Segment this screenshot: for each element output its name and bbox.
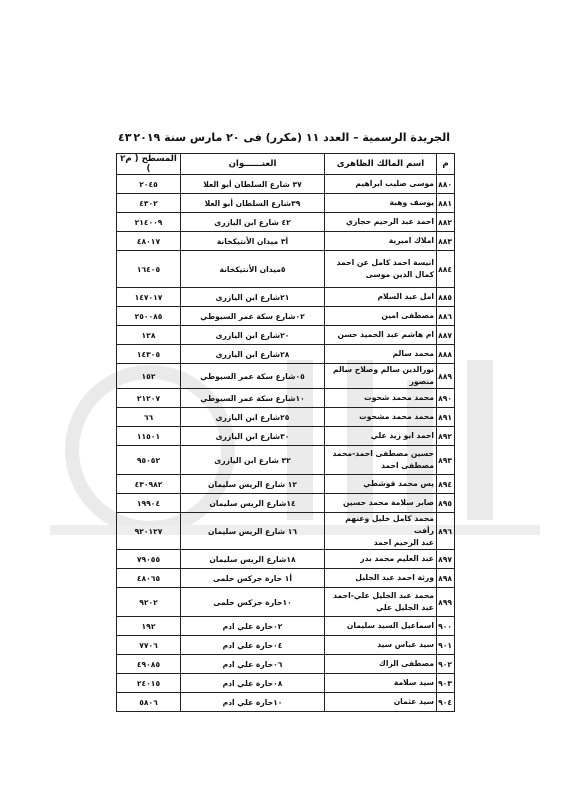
- cell-area: ١٤٧٠١٧: [117, 288, 181, 307]
- cell-address: ١٢ شارع الريس سليمان: [181, 475, 325, 494]
- cell-address: ٠٦حارة علي ادم: [181, 655, 325, 674]
- cell-serial: ٨٩٣: [437, 446, 455, 475]
- table-row: [117, 288, 455, 307]
- cell-area: ٩٢٠٢: [117, 588, 181, 617]
- table-row: [117, 307, 455, 326]
- table-row: [117, 674, 455, 693]
- cell-owner: اسماعيل السيد سليمان: [325, 617, 437, 636]
- cell-address: ٢١شارع ابن اليازرى: [181, 288, 325, 307]
- cell-serial: ٨٩٠: [437, 389, 455, 408]
- cell-owner: حسين مصطفى احمد-محمد مصطفى احمد: [325, 446, 437, 475]
- cell-serial: ٨٩٦: [437, 513, 455, 550]
- cell-area: ١٩٢: [117, 617, 181, 636]
- cell-area: ٢٤٠١٥: [117, 674, 181, 693]
- table-header-row: [117, 154, 455, 175]
- cell-address: ٠٤حارة علي ادم: [181, 636, 325, 655]
- cell-area: ٢٠٤٥: [117, 175, 181, 194]
- cell-serial: ٩٠٢: [437, 655, 455, 674]
- cell-owner: مصطفى امين: [325, 307, 437, 326]
- table-row: [117, 175, 455, 194]
- cell-address: ٥ميدان الأنتيكخانة: [181, 251, 325, 288]
- cell-address: ١٠حارة علي ادم: [181, 693, 325, 712]
- table-row: [117, 617, 455, 636]
- cell-serial: ٨٩٤: [437, 475, 455, 494]
- header-serial: م: [437, 154, 455, 175]
- cell-area: ١١٥٠١: [117, 427, 181, 446]
- table-row: [117, 550, 455, 569]
- cell-owner: ورثة احمد عبد الجليل: [325, 569, 437, 588]
- table-row: [117, 194, 455, 213]
- cell-serial: ٨٩١: [437, 408, 455, 427]
- header-address: العنــــــوان: [181, 154, 325, 175]
- cell-area: ١٤٣٠٥: [117, 345, 181, 364]
- cell-address: ٢٠شارع ابن اليازرى: [181, 326, 325, 345]
- cell-owner: سيد عثمان: [325, 693, 437, 712]
- cell-owner: امل عبد السلام: [325, 288, 437, 307]
- table-row: [117, 408, 455, 427]
- header-owner: اسم المالك الظاهرى: [325, 154, 437, 175]
- cell-address: ٢٨شارع ابن اليازرى: [181, 345, 325, 364]
- cell-owner: محمد كامل خليل وعنهم رأفت عبد الرحيم احمد: [325, 513, 437, 550]
- cell-owner: املاك اميرية: [325, 232, 437, 251]
- cell-serial: ٩٠٠: [437, 617, 455, 636]
- cell-area: ٢٥٠٠٨٥: [117, 307, 181, 326]
- header-area: المسطح ( م٢ ): [117, 154, 181, 175]
- property-owners-table: [116, 153, 455, 712]
- cell-address: ٠٨حارة علي ادم: [181, 674, 325, 693]
- cell-serial: ٨٨٢: [437, 213, 455, 232]
- cell-owner: محمد محمد مشحوت: [325, 408, 437, 427]
- cell-address: ٠٢شارع سكة عمر السيوطي: [181, 307, 325, 326]
- cell-area: ١٢٨: [117, 326, 181, 345]
- cell-serial: ٨٨٧: [437, 326, 455, 345]
- cell-area: ٢١٢٠٧: [117, 389, 181, 408]
- cell-address: ٣٧ شارع السلطان أبو العلا: [181, 175, 325, 194]
- cell-address: ٠٢حارة علي ادم: [181, 617, 325, 636]
- cell-address: ١٠حارة جركس حلمى: [181, 588, 325, 617]
- cell-owner: عبد العليم محمد بدر: [325, 550, 437, 569]
- table-row: [117, 389, 455, 408]
- cell-area: ٤٣٠٩٨٢: [117, 475, 181, 494]
- cell-serial: ٨٨٦: [437, 307, 455, 326]
- table-row: [117, 326, 455, 345]
- cell-owner: نورالدين سالم وصلاح سالم منصور: [325, 364, 437, 389]
- cell-area: ٩٥٠٥٢: [117, 446, 181, 475]
- cell-owner: سيد سلامة: [325, 674, 437, 693]
- cell-area: ١٥٢: [117, 364, 181, 389]
- cell-area: ٤٣٠٢: [117, 194, 181, 213]
- cell-area: ٢١٤٠٠٩: [117, 213, 181, 232]
- cell-owner: صابر سلامة محمد حسين: [325, 494, 437, 513]
- table-row: [117, 494, 455, 513]
- table-row: [117, 693, 455, 712]
- cell-area: ٧٧٠٦: [117, 636, 181, 655]
- table-row: [117, 251, 455, 288]
- cell-serial: ٨٩٨: [437, 569, 455, 588]
- cell-area: ٥٨٠٦: [117, 693, 181, 712]
- cell-owner: احمد عبد الرحيم حجازي: [325, 213, 437, 232]
- cell-area: ١٩٩٠٤: [117, 494, 181, 513]
- cell-serial: ٨٩٢: [437, 427, 455, 446]
- cell-serial: ٩٠١: [437, 636, 455, 655]
- cell-address: أ١ حارة جركس حلمى: [181, 569, 325, 588]
- cell-address: ١٨شارع الريس سليمان: [181, 550, 325, 569]
- cell-serial: ٨٨٤: [437, 251, 455, 288]
- cell-area: ٧٩٠٥٥: [117, 550, 181, 569]
- cell-serial: ٨٩٥: [437, 494, 455, 513]
- table-row: [117, 569, 455, 588]
- table-row: [117, 475, 455, 494]
- cell-owner: محمد سالم: [325, 345, 437, 364]
- cell-serial: ٨٩٧: [437, 550, 455, 569]
- table-row: [117, 636, 455, 655]
- cell-address: ٤٢ شارع ابن اليازرى: [181, 213, 325, 232]
- cell-serial: ٨٨١: [437, 194, 455, 213]
- cell-owner: احمد ابو زيد علي: [325, 427, 437, 446]
- cell-owner: محمد محمد شحوت: [325, 389, 437, 408]
- cell-address: ٢٥شارع ابن اليازرى: [181, 408, 325, 427]
- cell-address: ١٠شارع سكة عمر السيوطي: [181, 389, 325, 408]
- page-number: ٤٣: [118, 130, 132, 144]
- table-row: [117, 655, 455, 674]
- cell-address: ١٤شارع الريس سليمان: [181, 494, 325, 513]
- cell-address: ٠٥شارع سكة عمر السيوطي: [181, 364, 325, 389]
- cell-address: ٣٩شارع السلطان أبو العلا: [181, 194, 325, 213]
- cell-serial: ٨٨٥: [437, 288, 455, 307]
- cell-owner: يس محمد قوشطي: [325, 475, 437, 494]
- cell-owner: يوسف وهبة: [325, 194, 437, 213]
- cell-serial: ٨٨٣: [437, 232, 455, 251]
- cell-owner: مصطفى الزاك: [325, 655, 437, 674]
- table-row: [117, 446, 455, 475]
- table-row: [117, 232, 455, 251]
- cell-owner: موسى صليب ابراهيم: [325, 175, 437, 194]
- cell-serial: ٩٠٣: [437, 674, 455, 693]
- table-row: [117, 513, 455, 550]
- cell-area: ٤٨٠٦٥: [117, 569, 181, 588]
- cell-serial: ٨٨٩: [437, 364, 455, 389]
- table-row: [117, 588, 455, 617]
- cell-owner: محمد عبد الجليل علي-احمد عبد الجليل علي: [325, 588, 437, 617]
- cell-owner: سيد عباس سيد: [325, 636, 437, 655]
- gazette-title: الجريدة الرسمية – العدد ١١ (مكرر) فى ٢٠ مارس سنة ٢٠١٩: [133, 130, 450, 144]
- cell-address: أ٣ ميدان الأنتيكخانة: [181, 232, 325, 251]
- cell-address: ١٦ شارع الريس سليمان: [181, 513, 325, 550]
- cell-owner: ام هاشم عبد الحميد حسن: [325, 326, 437, 345]
- cell-serial: ٨٨٠: [437, 175, 455, 194]
- cell-serial: ٨٩٩: [437, 588, 455, 617]
- cell-area: ٩٢٠١٢٧: [117, 513, 181, 550]
- cell-serial: ٩٠٤: [437, 693, 455, 712]
- cell-area: ٤٩٠٨٥: [117, 655, 181, 674]
- table-row: [117, 345, 455, 364]
- cell-owner: انيسة احمد كامل عن احمد كمال الدين موسى: [325, 251, 437, 288]
- cell-area: ٦٦: [117, 408, 181, 427]
- gazette-header: [118, 128, 450, 146]
- cell-area: ٤٨٠١٧: [117, 232, 181, 251]
- table-row: [117, 364, 455, 389]
- cell-address: ٣٢ شارع ابن اليازرى: [181, 446, 325, 475]
- table-row: [117, 427, 455, 446]
- cell-address: ٣٠شارع ابن اليازرى: [181, 427, 325, 446]
- cell-serial: ٨٨٨: [437, 345, 455, 364]
- cell-area: ١٦٤٠٥: [117, 251, 181, 288]
- table-row: [117, 213, 455, 232]
